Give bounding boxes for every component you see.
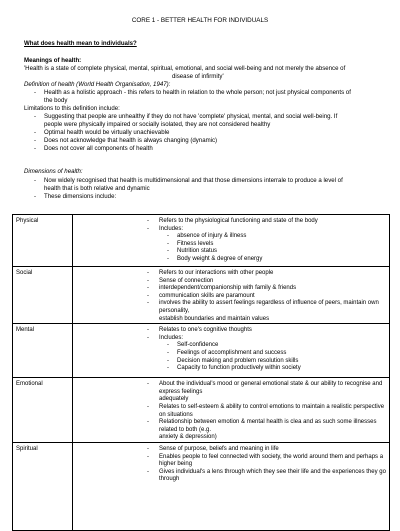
table-row-social (13, 267, 390, 324)
limitation-item: Does not cover all components of health (44, 145, 153, 152)
bullet-dash: - (34, 113, 37, 120)
list-item: - Includes: (73, 226, 389, 234)
who-quote-line-1: 'Health is a state of complete physical, mental, spiritual, emotional, and social well-being and not merely the absence of (24, 65, 346, 72)
definition-point-line-1: Health as a holistic approach - this refers to health in relation to the whole person; not just physical components of (44, 89, 351, 96)
list-item: - Sense of purpose, beliefs and meaning in life (73, 446, 389, 454)
dimension-label: Mental (13, 324, 73, 378)
dimensions-intro-line-2: health that is both relative and dynamic (44, 185, 150, 192)
sub-list-item: - absence of injury & illness (73, 233, 389, 241)
list-item-continuation: adequately (159, 396, 189, 403)
bullet-dash: - (34, 177, 37, 184)
list-item: - Refers to the physiological functioning and state of the body (73, 218, 389, 226)
sub-list-item: - Body weight & degree of energy (73, 256, 389, 264)
who-quote-line-2: disease of infirmity' (172, 73, 224, 80)
bullet-dash: - (34, 89, 37, 96)
dimension-label: Emotional (13, 378, 73, 443)
definition-point-line-2: the body (44, 97, 68, 104)
list-item: - Gives individual's a lens through which they see their life and the experiences they go through (73, 469, 389, 484)
dimension-label: Spiritual (13, 442, 73, 530)
list-item: - Includes: (73, 335, 389, 343)
dimensions-table (12, 214, 390, 531)
list-item: - About the individual's mood or general emotional state & our ability to recognise and express feelings (73, 381, 389, 396)
list-item: - interdependent/companionship with family & friends (73, 285, 389, 293)
sub-list-item: - Nutrition status (73, 248, 389, 256)
table-row-spiritual (13, 442, 390, 530)
page-title: CORE 1 - BETTER HEALTH FOR INDIVIDUALS (131, 17, 269, 24)
table-row-physical (13, 215, 390, 267)
list-item: - Relationship between emotion & mental health is clea and as such some illnesses related to both (e.g. (73, 419, 389, 434)
sub-list-item: - Capacity to function productively within society (73, 365, 389, 373)
list-item-continuation: anxiety & depression) (159, 434, 217, 441)
limitation-item: Optimal health would be virtually unachievable (44, 129, 170, 136)
sub-list-item: - Fitness levels (73, 241, 389, 249)
question-heading: What does health mean to individuals? (24, 40, 137, 47)
dimension-content (73, 215, 390, 267)
meanings-heading: Meanings of health: (24, 57, 82, 64)
dimensions-heading: Dimensions of health: (24, 168, 83, 175)
list-item: - Relates to self-esteem & ability to control emotions to maintain a realistic perspective on situations (73, 404, 389, 419)
list-item: - Refers to our interactions with other people (73, 270, 389, 278)
bullet-dash: - (34, 137, 37, 144)
dimension-content (73, 324, 390, 378)
definition-heading: Definition of health (World Health Organisation, 1947): (24, 81, 171, 88)
dimensions-intro-line-3: These dimensions include: (44, 193, 117, 200)
dimension-content (73, 267, 390, 324)
list-item: - communication skills are paramount (73, 293, 389, 301)
list-item: - involves the ability to assert feelings regardless of influence of peers, maintain own personality, (73, 300, 389, 315)
table-row-emotional (13, 378, 390, 443)
dimension-label: Social (13, 267, 73, 324)
table-row-mental (13, 324, 390, 378)
list-item: - Sense of connection (73, 278, 389, 286)
sub-list-item: - Decision making and problem resolution skills (73, 358, 389, 366)
dimensions-intro-line-1: Now widely recognised that health is multidimensional and that those dimensions interrale to produce a level of (44, 177, 343, 184)
dimension-content (73, 378, 390, 443)
limitation-item: Does not acknowledge that health is always changing (dynamic) (44, 137, 218, 144)
limitation-item: Suggesting that people are unhealthy if they do not have 'complete' physical, mental, and social well-being. If (44, 113, 338, 120)
sub-list-item: - Feelings of accomplishment and success (73, 350, 389, 358)
bullet-dash: - (34, 145, 37, 152)
list-item-continuation: establish boundaries and maintain values (159, 315, 270, 322)
sub-list-item: - Self-confidence (73, 342, 389, 350)
bullet-dash: - (34, 193, 37, 200)
dimension-label: Physical (13, 215, 73, 267)
list-item: - Enables people to feel connected with society, the world around them and perhaps a higher being (73, 454, 389, 469)
limitation-item: people were physically impaired or socially isolated, they are not considered healthy (44, 121, 271, 128)
bullet-dash: - (34, 129, 37, 136)
list-item: - Relates to one's cognitive thoughts (73, 327, 389, 335)
limitations-heading: Limitations to this definition include: (24, 105, 120, 112)
dimension-content (73, 442, 390, 530)
